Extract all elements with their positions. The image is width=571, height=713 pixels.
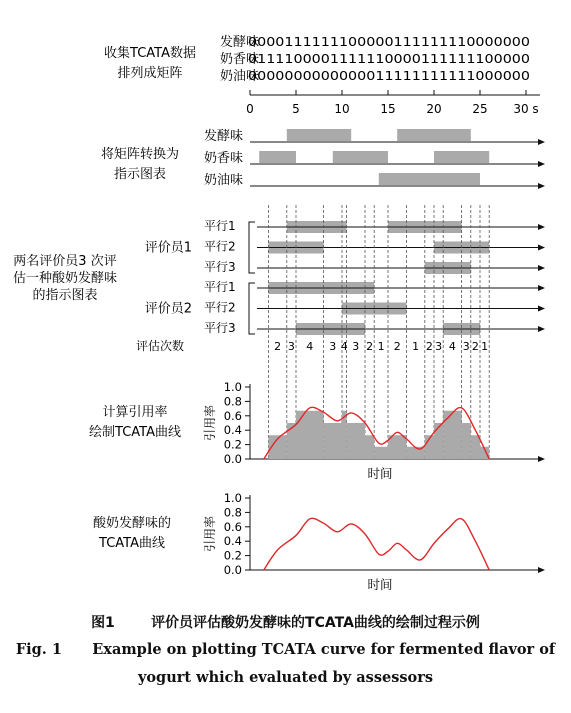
matrix-attr-label: 发酵味 bbox=[220, 35, 260, 50]
count-value: 3 bbox=[435, 340, 443, 353]
replicate-label: 平行3 bbox=[204, 260, 236, 274]
rate-bar bbox=[443, 411, 461, 459]
replicate-label: 平行1 bbox=[204, 280, 236, 294]
rate-bar bbox=[324, 423, 342, 459]
caption-number: 图1 bbox=[91, 615, 115, 631]
matrix-row: 0000111111100000111111110000000 bbox=[248, 35, 530, 49]
time-tick-label: 0 bbox=[246, 102, 254, 116]
assessor-label: 评价员1 bbox=[144, 240, 192, 256]
y-tick-label: 0.6 bbox=[223, 408, 242, 423]
figure-caption-en-line2: yogurt which evaluated by assessors bbox=[137, 669, 434, 686]
timeline-arrowhead bbox=[538, 183, 545, 189]
attribute-bar bbox=[333, 151, 388, 163]
count-value: 3 bbox=[329, 340, 337, 353]
count-value: 2 bbox=[425, 340, 433, 353]
step-compute-line2: 绘制TCATA曲线 bbox=[89, 425, 181, 440]
attribute-label: 奶油味 bbox=[203, 173, 243, 188]
time-tick-label: 30 s bbox=[513, 102, 539, 116]
step-compute-line1: 计算引用率 bbox=[102, 405, 168, 420]
time-axis bbox=[246, 90, 540, 116]
step-convert-line1: 将矩阵转换为 bbox=[100, 147, 180, 162]
step-curve-line1: 酸奶发酵味的 bbox=[92, 516, 172, 531]
rate-bar bbox=[365, 435, 374, 459]
y-tick-label: 1.0 bbox=[223, 491, 242, 505]
count-value: 3 bbox=[352, 340, 360, 353]
replicate-label: 平行3 bbox=[204, 321, 236, 335]
replicate-label: 平行1 bbox=[204, 219, 236, 233]
attribute-indicator-chart bbox=[204, 128, 545, 189]
y-tick-label: 0.8 bbox=[223, 505, 242, 520]
y-tick-label: 0.0 bbox=[223, 563, 242, 577]
y-tick-label: 0.6 bbox=[223, 519, 242, 534]
matrix-row: 0000000000000011111111111000000 bbox=[248, 69, 530, 83]
timeline-arrowhead bbox=[538, 139, 545, 145]
x-axis-label: 时间 bbox=[367, 577, 393, 592]
step-convert-line2: 指示图表 bbox=[113, 167, 167, 182]
y-tick-label: 0.4 bbox=[223, 423, 242, 438]
count-label: 评估次数 bbox=[135, 339, 185, 353]
count-value: 1 bbox=[481, 340, 489, 353]
rate-bar bbox=[471, 435, 480, 459]
figure-caption-cn bbox=[0, 612, 571, 632]
count-value: 2 bbox=[393, 340, 401, 353]
timeline-arrowhead bbox=[538, 245, 545, 251]
attribute-label: 奶香味 bbox=[203, 151, 243, 166]
matrix-attr-label: 奶香味 bbox=[220, 52, 260, 67]
assessor-bracket bbox=[249, 222, 255, 273]
x-axis-arrowhead bbox=[538, 456, 545, 462]
timeline-arrowhead bbox=[538, 265, 545, 271]
y-axis-label: 引用率 bbox=[203, 404, 217, 442]
count-value: 4 bbox=[340, 340, 348, 353]
count-value: 4 bbox=[306, 340, 314, 353]
attribute-label: 发酵味 bbox=[203, 129, 243, 144]
step-indicator-line1: 两名评价员3 次评 bbox=[13, 254, 117, 269]
rate-bar bbox=[347, 423, 365, 459]
assessor-indicator-chart bbox=[145, 219, 545, 335]
matrix-attr-label: 奶油味 bbox=[220, 69, 260, 84]
rate-bar bbox=[434, 423, 443, 459]
y-axis-label: 引用率 bbox=[203, 515, 217, 553]
assessment-counts bbox=[136, 338, 488, 353]
replicate-label: 平行2 bbox=[204, 300, 236, 315]
citation-rate-chart bbox=[202, 380, 545, 481]
y-tick-label: 0.4 bbox=[223, 534, 242, 549]
y-tick-label: 1.0 bbox=[223, 380, 242, 394]
time-tick-label: 5 bbox=[292, 102, 300, 116]
assessor-label: 评价员2 bbox=[144, 301, 192, 317]
count-value: 3 bbox=[462, 340, 470, 353]
attribute-bar bbox=[434, 151, 489, 163]
count-value: 2 bbox=[274, 340, 282, 353]
count-value: 1 bbox=[412, 340, 420, 353]
count-value: 1 bbox=[377, 340, 385, 353]
step-indicator-line2: 估一种酸奶发酵味 bbox=[12, 271, 118, 286]
assessor-bracket bbox=[249, 283, 255, 334]
timeline-arrowhead bbox=[538, 161, 545, 167]
attribute-bar bbox=[397, 129, 471, 141]
rate-bar bbox=[374, 447, 388, 459]
timeline-arrowhead bbox=[538, 306, 545, 312]
timeline-arrowhead bbox=[538, 326, 545, 332]
step-collect-line2: 排列成矩阵 bbox=[117, 66, 183, 81]
rate-bar bbox=[462, 423, 471, 459]
count-value: 2 bbox=[471, 340, 479, 353]
attribute-bar bbox=[287, 129, 351, 141]
timeline-arrowhead bbox=[538, 285, 545, 291]
time-tick-label: 25 bbox=[472, 102, 488, 116]
step-collect-line1: 收集TCATA数据 bbox=[104, 46, 196, 61]
attribute-bar bbox=[379, 173, 480, 185]
attribute-bar bbox=[259, 151, 296, 163]
tcata-curve bbox=[264, 518, 489, 570]
timeline-arrowhead bbox=[538, 224, 545, 230]
y-tick-label: 0.8 bbox=[223, 394, 242, 409]
time-tick-label: 20 bbox=[426, 102, 442, 116]
data-matrix bbox=[220, 34, 530, 84]
x-axis-arrowhead bbox=[538, 567, 545, 573]
time-tick-label: 10 bbox=[334, 102, 350, 116]
time-tick-label: 15 bbox=[380, 102, 396, 116]
caption-text: 评价员评估酸奶发酵味的TCATA曲线的绘制过程示例 bbox=[151, 615, 480, 631]
x-axis-label: 时间 bbox=[367, 466, 393, 481]
y-tick-label: 0.2 bbox=[223, 548, 242, 563]
count-value: 4 bbox=[448, 340, 456, 353]
figure-caption-en-line1: Fig. 1 Example on plotting TCATA curve for fermented flavor of bbox=[15, 641, 556, 658]
replicate-label: 平行2 bbox=[204, 239, 236, 254]
count-value: 2 bbox=[366, 340, 374, 353]
matrix-row: 0111100001111110000111111100000 bbox=[248, 52, 530, 66]
y-tick-label: 0.2 bbox=[223, 437, 242, 452]
tcata-curve-chart bbox=[202, 491, 545, 592]
rate-bar bbox=[296, 411, 324, 459]
count-value: 3 bbox=[287, 340, 295, 353]
step-indicator-line3: 的指示图表 bbox=[32, 288, 98, 303]
y-tick-label: 0.0 bbox=[223, 452, 242, 466]
step-curve-line2: TCATA曲线 bbox=[99, 536, 165, 551]
